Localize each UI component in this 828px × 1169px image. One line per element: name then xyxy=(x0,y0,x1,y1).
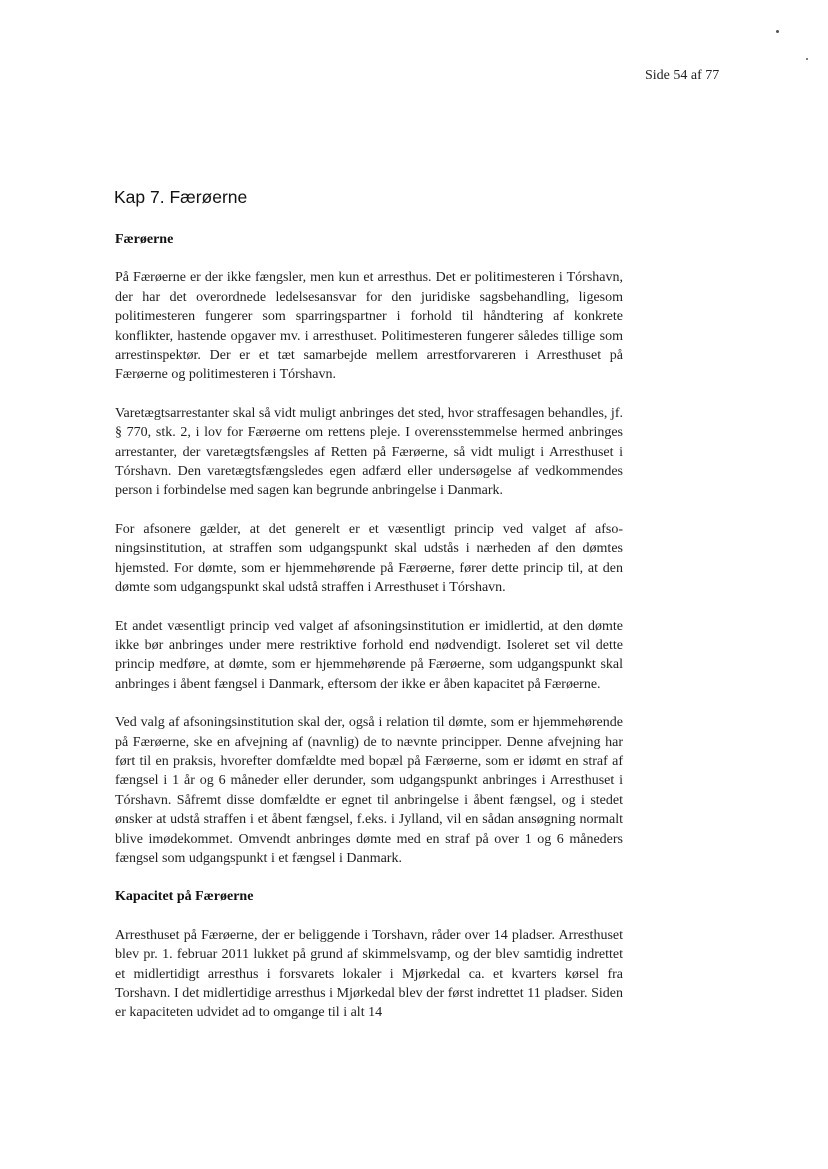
body-paragraph: På Færøerne er der ikke fængsler, men kun et arresthus. Det er politimesteren i Tórshavn, der har det overordnede ledelsesansvar for den juridiske sagsbehandling, ligesom politimesteren fungerer som sparringspartner i forhold til håndtering af konkrete konflikter, hastende opgaver mv. i arresthuset. Politimesteren fungerer således tillige som arrestinspektør. Der er et tæt samarbejde mellem arrestforvareren i Arresthuset på Færøerne og politimesteren i Tórshavn. xyxy=(115,270,623,383)
body-paragraph: For afsonere gælder, at det generelt er et væsentligt princip ved valget af afsoningsinstitution, at straffen som udgangspunkt skal udstås i nærheden af den dømtes hjemsted. For dømte, som er hjemmehørende på Færøerne, fører dette princip til, at den dømte som udgangspunkt skal udstå straffen i Arresthuset i Tórshavn. xyxy=(115,521,623,596)
body-paragraph: Arresthuset på Færøerne, der er beliggende i Torshavn, råder over 14 pladser. Arresthuset blev pr. 1. februar 2011 lukket på grund af skimmelsvamp, og der blev samtidig indrettet et midlertidigt arresthus i forsvarets lokaler i Mjørkedal ca. et kvarters kørsel fra Torshavn. I det midlertidige arresthus i Mjørkedal blev der først indrettet 11 pladser. Siden er kapaciteten udvidet ad to omgange til i alt 14 xyxy=(115,927,623,1021)
page-number: Side 54 af 77 xyxy=(645,68,720,83)
body-paragraph: Varetægtsarrestanter skal så vidt muligt anbringes det sted, hvor straffesagen behandles, jf. § 770, stk. 2, i lov for Færøerne om rettens pleje. I overensstemmelse hermed anbringes arrestanter, der varetægtsfængsles af Retten på Færøerne, så vidt muligt i Arresthuset i Tórshavn. Den varetægtsfængsledes egen adfærd eller undersøgelse af vedkommendes person i forbindelse med sagen kan begrunde anbringelse i Danmark. xyxy=(115,405,623,499)
section-heading: Færøerne xyxy=(115,232,174,247)
body-paragraph: Ved valg af afsoningsinstitution skal der, også i relation til dømte, som er hjemmehørende på Færøerne, ske en afvejning af (navnlig) de to nævnte principper. Denne afvejning har ført til en praksis, hvorefter domfældte med bopæl på Færøerne, som er idømt en straf af fængsel i 1 år og 6 måneder eller derunder, som udgangspunkt anbringes i Arresthuset i Tórshavn. Såfremt disse domfældte er egnet til anbringelse i åbent fængsel, og i stedet ønsker at udstå straffen i et åbent fængsel, f.eks. i Jylland, vil en sådan ansøgning normalt blive imødekommet. Omvendt anbringes dømte med en straf på over 1 og 6 måneders fængsel som udgangspunkt i et fængsel i Danmark. xyxy=(115,715,623,866)
scan-speck xyxy=(806,58,808,60)
chapter-title: Kap 7. Færøerne xyxy=(114,187,248,207)
scan-speck xyxy=(776,30,779,33)
section-heading: Kapacitet på Færøerne xyxy=(115,889,254,905)
document-body xyxy=(115,230,623,1042)
body-paragraph: Et andet væsentligt princip ved valget af afsoningsinstitution er imidlertid, at den dømte ikke bør anbringes under mere restriktive forhold end nødvendigt. Isoleret set vil dette princip medføre, at dømte, som er hjemmehørende på Færøerne, som udgangspunkt skal anbringes i åbent fængsel i Danmark, eftersom der ikke er åben kapacitet på Færøerne. xyxy=(115,618,623,692)
